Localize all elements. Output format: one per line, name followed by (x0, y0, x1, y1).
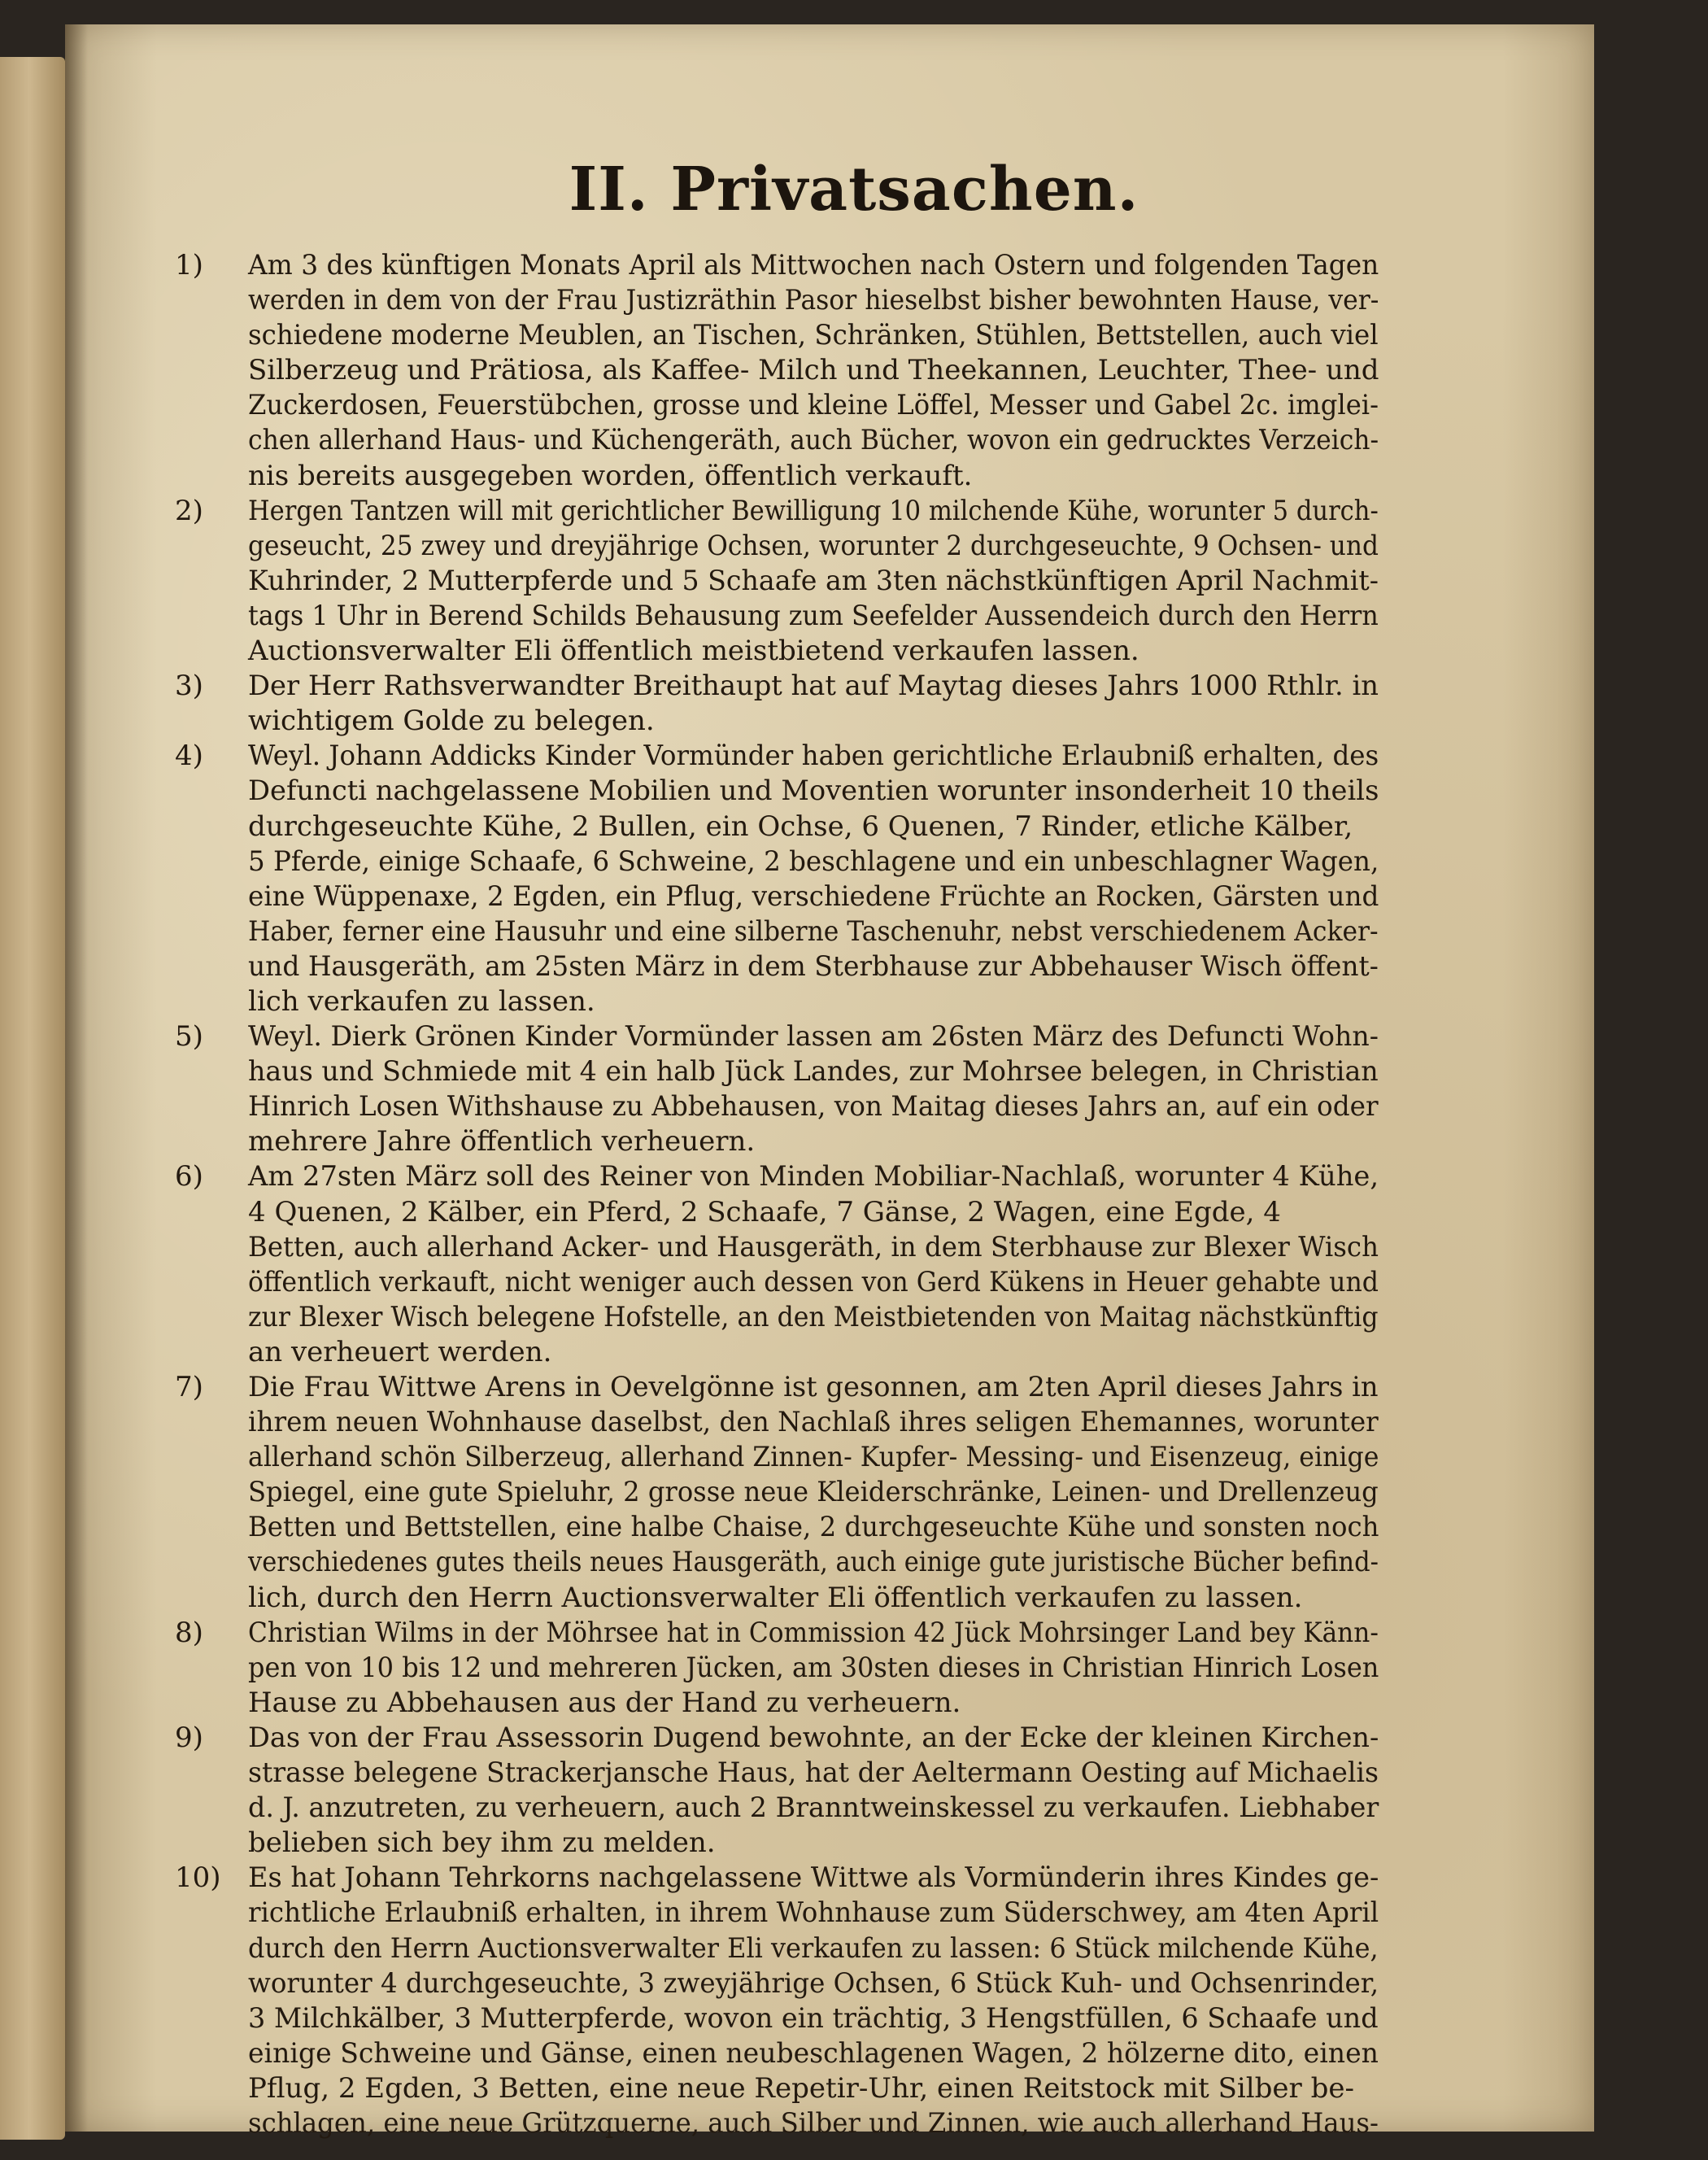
entry-text-line: richtliche Erlaubniß erhalten, in ihrem Wohnhause zum Süderschwey, am 4ten April (248, 1896, 1379, 1930)
entry-text-line: Kuhrinder, 2 Mutterpferde und 5 Schaafe am 3ten nächstkünftigen April Nachmit- (248, 564, 1379, 597)
announcement-entry (175, 1721, 1379, 1861)
entry-text-line: zur Blexer Wisch belegene Hofstelle, an den Meistbietenden von Maitag nächstkünftig (248, 1300, 1379, 1333)
entry-text-line: chen allerhand Haus- und Küchengeräth, auch Bücher, wovon ein gedrucktes Verzeich- (248, 424, 1379, 457)
entry-text-line: Die Frau Wittwe Arens in Oevelgönne ist gesonnen, am 2ten April dieses Jahrs in (248, 1371, 1379, 1403)
entry-number: 1) (175, 249, 203, 281)
entry-text-line: Am 27sten März soll des Reiner von Minden Mobiliar-Nachlaß, worunter 4 Kühe, (248, 1160, 1379, 1193)
entry-text-line: an verheuert werden. (248, 1335, 552, 1368)
entry-text-line: Betten, auch allerhand Acker- und Hausgeräth, in dem Sterbhause zur Blexer Wisch (248, 1230, 1379, 1263)
entry-text-line: Christian Wilms in der Möhrsee hat in Commission 42 Jück Mohrsinger Land bey Känn- (248, 1616, 1379, 1649)
announcement-entry (175, 1370, 1379, 1616)
entry-text-line: strasse belegene Strackerjansche Haus, hat der Aeltermann Oesting auf Michaelis (248, 1756, 1379, 1790)
entry-text-line: Weyl. Johann Addicks Kinder Vormünder haben gerichtliche Erlaubniß erhalten, des (248, 740, 1379, 773)
entry-text-line: Betten und Bettstellen, eine halbe Chaise, 2 durchgeseuchte Kühe und sonsten noch (248, 1511, 1379, 1544)
entry-text-line: tags 1 Uhr in Berend Schilds Behausung zum Seefelder Aussendeich durch den Herrn (248, 599, 1379, 632)
entry-text-line: Haber, ferner eine Hausuhr und eine silberne Taschenuhr, nebst verschiedenem Acker- (248, 914, 1379, 948)
entry-text-line: und Hausgeräth, am 25sten März in dem Sterbhause zur Abbehauser Wisch öffent- (248, 949, 1379, 983)
entry-text-line: schiedene moderne Meublen, an Tischen, Schränken, Stühlen, Bettstellen, auch viel (248, 319, 1379, 352)
announcement-entry (175, 1159, 1379, 1370)
entry-text-line: 5 Pferde, einige Schaafe, 6 Schweine, 2 beschlagene und ein unbeschlagner Wagen, (248, 844, 1379, 878)
entry-text-line: d. J. anzutreten, zu verheuern, auch 2 Branntweinskessel zu verkaufen. Liebhaber (248, 1791, 1379, 1825)
entry-number: 7) (175, 1371, 203, 1403)
entry-text-line: Hergen Tantzen will mit gerichtlicher Bewilligung 10 milchende Kühe, worunter 5 durch- (248, 494, 1379, 527)
entry-number: 5) (175, 1020, 203, 1054)
entry-text-line: worunter 4 durchgeseuchte, 3 zweyjährige Ochsen, 6 Stück Kuh- und Ochsenrinder, (248, 1966, 1379, 2000)
entry-text-line: mehrere Jahre öffentlich verheuern. (248, 1125, 756, 1159)
entry-text-line: Auctionsverwalter Eli öffentlich meistbietend verkaufen lassen. (248, 635, 1139, 668)
announcement-entry (175, 739, 1379, 1019)
entry-text-line: schlagen, eine neue Grützquerne, auch Silber und Zinnen, wie auch allerhand Haus- (248, 2106, 1379, 2140)
entry-text-line: Pflug, 2 Egden, 3 Betten, eine neue Repetir-Uhr, einen Reitstock mit Silber be- (248, 2071, 1354, 2105)
announcement-entry (175, 1616, 1379, 1721)
entry-text-line: eine Wüppenaxe, 2 Egden, ein Pflug, verschiedene Früchte an Rocken, Gärsten und (248, 879, 1379, 913)
entry-text-line: Es hat Johann Tehrkorns nachgelassene Wittwe als Vormünderin ihres Kindes ge- (248, 1861, 1379, 1895)
announcement-entry (175, 1019, 1379, 1159)
entry-text-line: Hause zu Abbehausen aus der Hand zu verheuern. (248, 1686, 961, 1719)
announcement-list (175, 248, 1379, 2141)
entry-text-line: geseucht, 25 zwey und dreyjährige Ochsen, worunter 2 durchgeseuchte, 9 Ochsen- und (248, 529, 1379, 562)
entry-text-line: Zuckerdosen, Feuerstübchen, grosse und kleine Löffel, Messer und Gabel 2c. imglei- (248, 389, 1379, 422)
announcement-entry (175, 1861, 1379, 2141)
entry-number: 9) (175, 1721, 203, 1754)
entry-text-line: nis bereits ausgegeben worden, öffentlich verkauft. (248, 459, 973, 492)
entry-text-line: durchgeseuchte Kühe, 2 Bullen, ein Ochse, 6 Quenen, 7 Rinder, etliche Kälber, (248, 809, 1353, 843)
entry-text-line: 4 Quenen, 2 Kälber, ein Pferd, 2 Schaafe, 7 Gänse, 2 Wagen, eine Egde, 4 (248, 1195, 1281, 1228)
entry-text-line: Am 3 des künftigen Monats April als Mittwochen nach Ostern und folgenden Tagen (248, 249, 1379, 281)
entry-number: 4) (175, 740, 203, 773)
entry-text-line: Spiegel, eine gute Spieluhr, 2 grosse neue Kleiderschränke, Leinen- und Drellenzeug (248, 1476, 1379, 1509)
entry-text-line: lich, durch den Herrn Auctionsverwalter Eli öffentlich verkaufen zu lassen. (248, 1581, 1303, 1614)
announcement-entry (175, 494, 1379, 669)
entry-number: 3) (175, 670, 203, 703)
entry-text-line: ihrem neuen Wohnhause daselbst, den Nachlaß ihres seligen Ehemannes, worunter (248, 1406, 1379, 1439)
entry-number: 6) (175, 1160, 203, 1193)
entry-text-line: durch den Herrn Auctionsverwalter Eli verkaufen zu lassen: 6 Stück milchende Kühe, (248, 1931, 1379, 1965)
entry-text-line: lich verkaufen zu lassen. (248, 984, 595, 1018)
entry-text-line: 3 Milchkälber, 3 Mutterpferde, wovon ein trächtig, 3 Hengstfüllen, 6 Schaafe und (248, 2001, 1379, 2035)
entry-number: 8) (175, 1616, 203, 1649)
entry-text-line: allerhand schön Silberzeug, allerhand Zinnen- Kupfer- Messing- und Eisenzeug, einige (248, 1441, 1379, 1474)
entry-text-line: belieben sich bey ihm zu melden. (248, 1826, 716, 1860)
entry-text-line: Defuncti nachgelassene Mobilien und Moventien worunter insonderheit 10 theils (248, 775, 1379, 808)
entry-text-line: einige Schweine und Gänse, einen neubeschlagenen Wagen, 2 hölzerne dito, einen (248, 2036, 1379, 2070)
entry-text-line: haus und Schmiede mit 4 ein halb Jück Landes, zur Mohrsee belegen, in Christian (248, 1055, 1379, 1089)
entry-text-line: verschiedenes gutes theils neues Hausgeräth, auch einige gute juristische Bücher befind- (248, 1546, 1379, 1579)
entry-text-line: pen von 10 bis 12 und mehreren Jücken, am 30sten dieses in Christian Hinrich Losen (248, 1651, 1379, 1684)
entry-text-line: wichtigem Golde zu belegen. (248, 705, 655, 738)
entry-text-line: öffentlich verkauft, nicht weniger auch dessen von Gerd Kükens in Heuer gehabte und (248, 1265, 1379, 1298)
section-heading: II. Privatsachen. (569, 155, 1139, 225)
entry-text-line: werden in dem von der Frau Justizräthin Pasor hieselbst bisher bewohnten Hause, ver- (248, 284, 1379, 317)
entry-text-line: Weyl. Dierk Grönen Kinder Vormünder lassen am 26sten März des Defuncti Wohn- (248, 1020, 1379, 1054)
announcement-entry (175, 248, 1379, 494)
entry-number: 2) (175, 494, 203, 527)
page-gutter-shadow (65, 24, 88, 2132)
announcement-entry (175, 669, 1379, 739)
entry-text-line: Der Herr Rathsverwandter Breithaupt hat auf Maytag dieses Jahrs 1000 Rthlr. in (248, 670, 1379, 703)
previous-page-edge (0, 57, 65, 2140)
entry-text-line: Silberzeug und Prätiosa, als Kaffee- Milch und Theekannen, Leuchter, Thee- und (248, 354, 1379, 387)
entry-text-line: Das von der Frau Assessorin Dugend bewohnte, an der Ecke der kleinen Kirchen- (248, 1721, 1379, 1754)
entry-text-line: Hinrich Losen Withshause zu Abbehausen, von Maitag dieses Jahrs an, auf ein oder (248, 1090, 1379, 1124)
entry-number: 10) (175, 1861, 221, 1895)
